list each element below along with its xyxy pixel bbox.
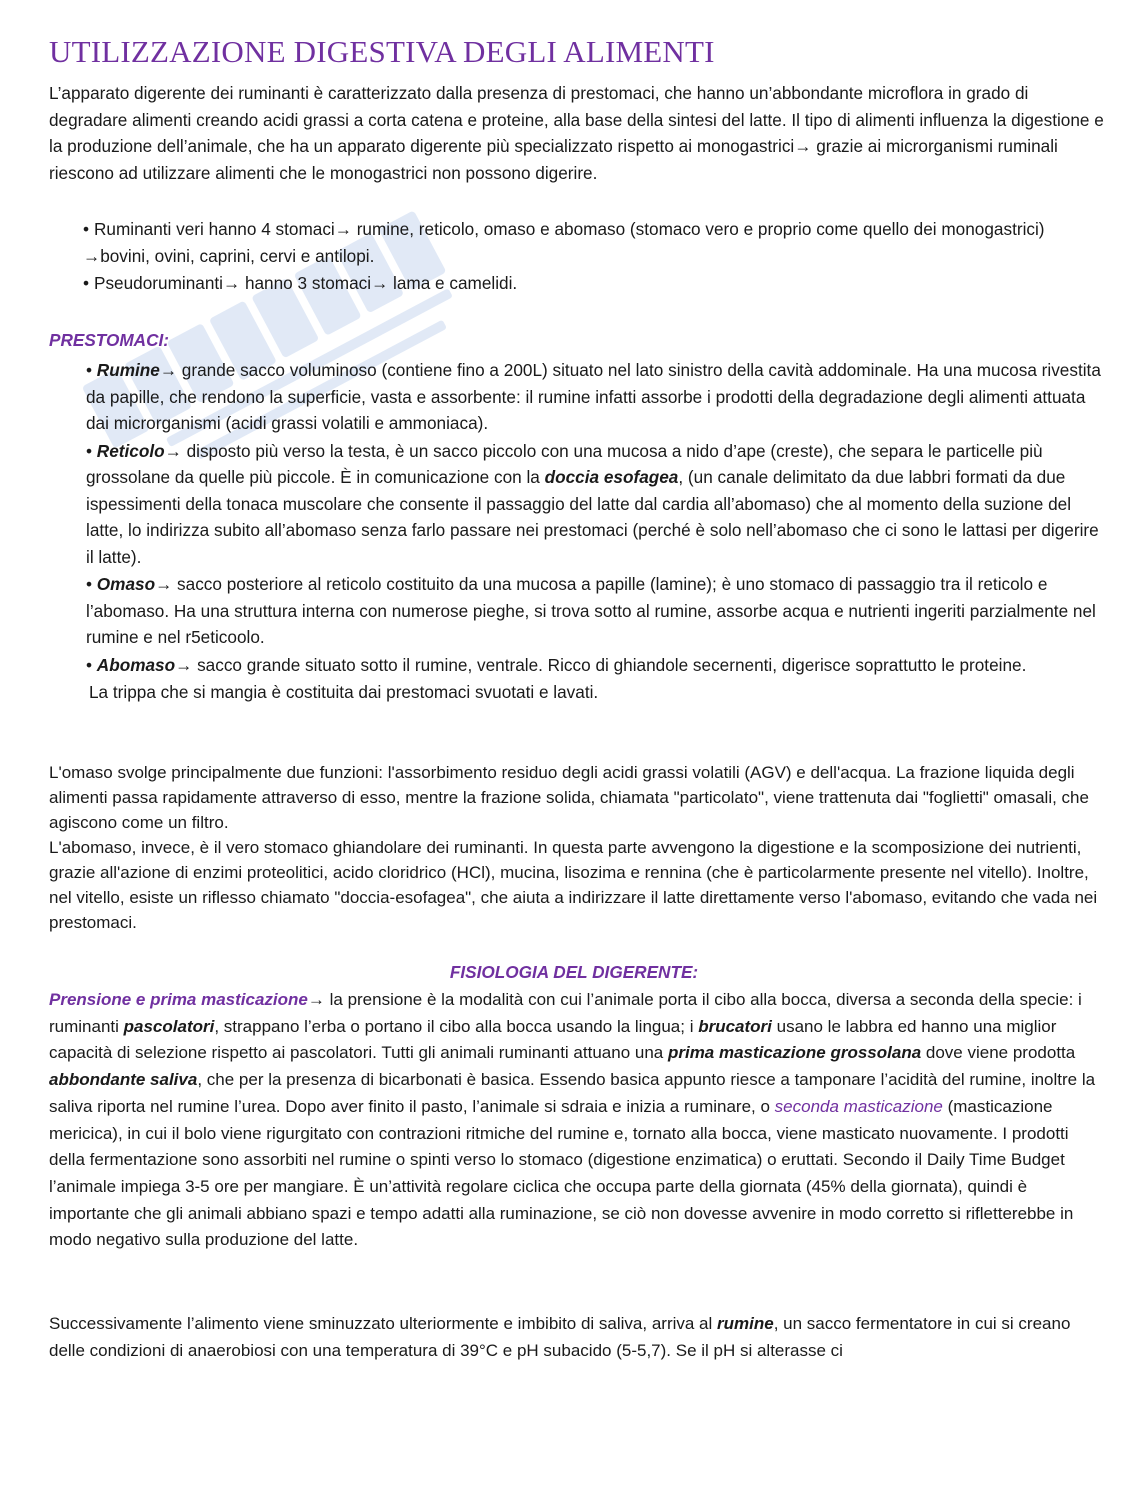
term-reticolo: Reticolo	[96, 440, 165, 461]
omaso-paragraph: L'omaso svolge principalmente due funzioni: l'assorbimento residuo degli acidi grassi volatili (AGV) e dell'acqua. La frazione liquida degli alimenti passa rapidamente attraverso di esso, mentre la frazione solida, chiamata "particolato", viene trattenuta dai "foglietti" omasali, che agiscono come un filtro.	[49, 763, 1089, 832]
intro-paragraph	[49, 80, 1109, 186]
prestomaci-list	[86, 357, 1106, 706]
fisiologia-paragraph: Prensione e prima masticazione→ la prensione è la modalità con cui l’animale porta il cibo alla bocca, diversa a seconda della specie: i ruminanti pascolatori, strappano l’erba o portano il cibo alla bocca usando la lingua; i brucatori usano le labbra ed hanno una miglior capacità di selezione rispetto ai pascolatori. Tutti gli animali ruminanti attuano una prima masticazione grossolana dove viene prodotta abbondante saliva, che per la presenza di bicarbonati è basica. Essendo basica appunto riesce a tamponare l’acidità del rumine, inoltre la saliva riporta nel rumine l’urea. Dopo aver finito il pasto, l’animale si sdraia e inizia a ruminare, o seconda masticazione (masticazione mericica), in cui il bolo viene rigurgitato con contrazioni ritmiche del rumine e, tornato alla bocca, viene masticato nuovamente. I prodotti della fermentazione sono assorbiti nel rumine o spinti verso lo stomaco (digestione enzimatica) o eruttati. Secondo il Daily Time Budget l’animale impiega 3-5 ore per mangiare. È un’attività regolare ciclica che occupa parte della giornata (45% della giornata), quindi è importante che gli animali abbiano spazi e tempo adatti alla ruminazione, se ciò non dovesse avvenire in modo corretto si rifletterebbe in modo negativo sulla produzione del latte.	[49, 990, 1096, 1250]
list-item-rumine: • Rumine→ grande sacco voluminoso (contiene fino a 200L) situato nel lato sinistro della cavità addominale. Ha una mucosa rivestita da papille, che rendono la superficie, vasta e assorbente: il rumine infatti assorbe i prodotti della degradazione degli alimenti attuata dai microrganismi (acidi grassi volatili e ammoniaca).	[86, 360, 1101, 433]
abomaso-paragraph: L'abomaso, invece, è il vero stomaco ghiandolare dei ruminanti. In questa parte avvengono la digestione e la scomposizione dei nutrienti, grazie all'azione di enzimi proteolitici, acido cloridrico (HCl), mucina, lisozima e rennina (che è particolarmente presente nel vitello). Inoltre, nel vitello, esiste un riflesso chiamato "doccia-esofagea", che aiuta a indirizzare il latte direttamente verso l'abomaso, evitando che vada nei prestomaci.	[49, 838, 1098, 932]
list-item: • Ruminanti veri hanno 4 stomaci→ rumine, reticolo, omaso e abomaso (stomaco vero e proprio come quello dei monogastrici) →bovini, ovini, caprini, cervi e antilopi.	[83, 216, 1103, 269]
bullet-icon: •	[86, 574, 97, 594]
term-rumine: Rumine	[96, 360, 160, 380]
bullet-icon: •	[86, 360, 97, 380]
omaso-abomaso-section	[49, 760, 1109, 935]
bullet-icon: •	[86, 654, 97, 675]
term-abbondante-saliva: abbondante saliva	[49, 1070, 198, 1090]
term-omaso: Omaso	[96, 574, 156, 594]
term-prensione: Prensione e prima masticazione	[49, 990, 308, 1009]
successivamente-paragraph: Successivamente l’alimento viene sminuzzato ulteriormente e imbibito di saliva, arriva al rumine, un sacco fermentatore in cui si creano delle condizioni di anaerobiosi con una temperatura di 39°C e pH subacido (5-5,7). Se il pH si alterasse ci	[49, 1314, 1071, 1360]
list-item-abomaso: • Abomaso→ sacco grande situato sotto il rumine, ventrale. Ricco di ghiandole secernenti, digerisce soprattutto le proteine.	[86, 654, 1027, 675]
term-doccia-esofagea: doccia esofagea	[544, 467, 679, 487]
page-title: UTILIZZAZIONE DIGESTIVA DEGLI ALIMENTI	[49, 34, 715, 69]
prestomaci-heading: PRESTOMACI:	[49, 330, 170, 350]
bullet-icon: •	[83, 219, 90, 239]
list-item-reticolo: • Reticolo→ disposto più verso la testa, è un sacco piccolo con una mucosa a nido d’ape (creste), che separa le particelle più grossolane da quelle più piccole. È in comunicazione con la doccia esofagea, (un canale delimitato da due labbri formati da due ispessimenti della tonaca muscolare che consente il passaggio del latte dal cardia all’abomaso) che al momento della suzione del latte, lo indirizza subito all’abomaso senza farlo passare nei prestomaci (perché è solo nell’abomaso che ci sono le lattasi per digerire il latte).	[86, 440, 1099, 567]
trippa-note: La trippa che si mangia è costituita dai prestomaci svuotati e lavati.	[89, 682, 599, 702]
ruminant-types-list	[83, 216, 1103, 297]
fisiologia-heading: FISIOLOGIA DEL DIGERENTE:	[449, 962, 699, 982]
term-seconda-masticazione: seconda masticazione	[774, 1096, 943, 1116]
bullet-icon: •	[86, 440, 97, 461]
bullet-icon: •	[83, 273, 90, 293]
list-item: • Pseudoruminanti→ hanno 3 stomaci→ lama e camelidi.	[83, 270, 1103, 297]
term-rumine-2: rumine	[717, 1314, 774, 1333]
term-prima-masticazione: prima masticazione grossolana	[667, 1043, 922, 1063]
term-abomaso: Abomaso	[96, 654, 176, 675]
intro-text: L’apparato digerente dei ruminanti è caratterizzato dalla presenza di prestomaci, che hanno un’abbondante microflora in grado di degradare alimenti creando acidi grassi a corta catena e proteine, alla base della sintesi del latte. Il tipo di alimenti influenza la digestione e la produzione dell’animale, che ha un apparato digerente più specializzato rispetto ai monogastrici→ grazie ai microrganismi ruminali riescono ad utilizzare alimenti che le monogastrici non possono digerire.	[49, 83, 1104, 183]
term-pascolatori: pascolatori	[123, 1016, 215, 1036]
term-brucatori: brucatori	[698, 1016, 772, 1036]
list-item-omaso: • Omaso→ sacco posteriore al reticolo costituito da una mucosa a papille (lamine); è uno stomaco di passaggio tra il reticolo e l’abomaso. Ha una struttura interna con numerose pieghe, si trova sotto al rumine, assorbe acqua e nutrienti ingeriti parzialmente nel rumine e nel r5eticoolo.	[86, 574, 1096, 647]
